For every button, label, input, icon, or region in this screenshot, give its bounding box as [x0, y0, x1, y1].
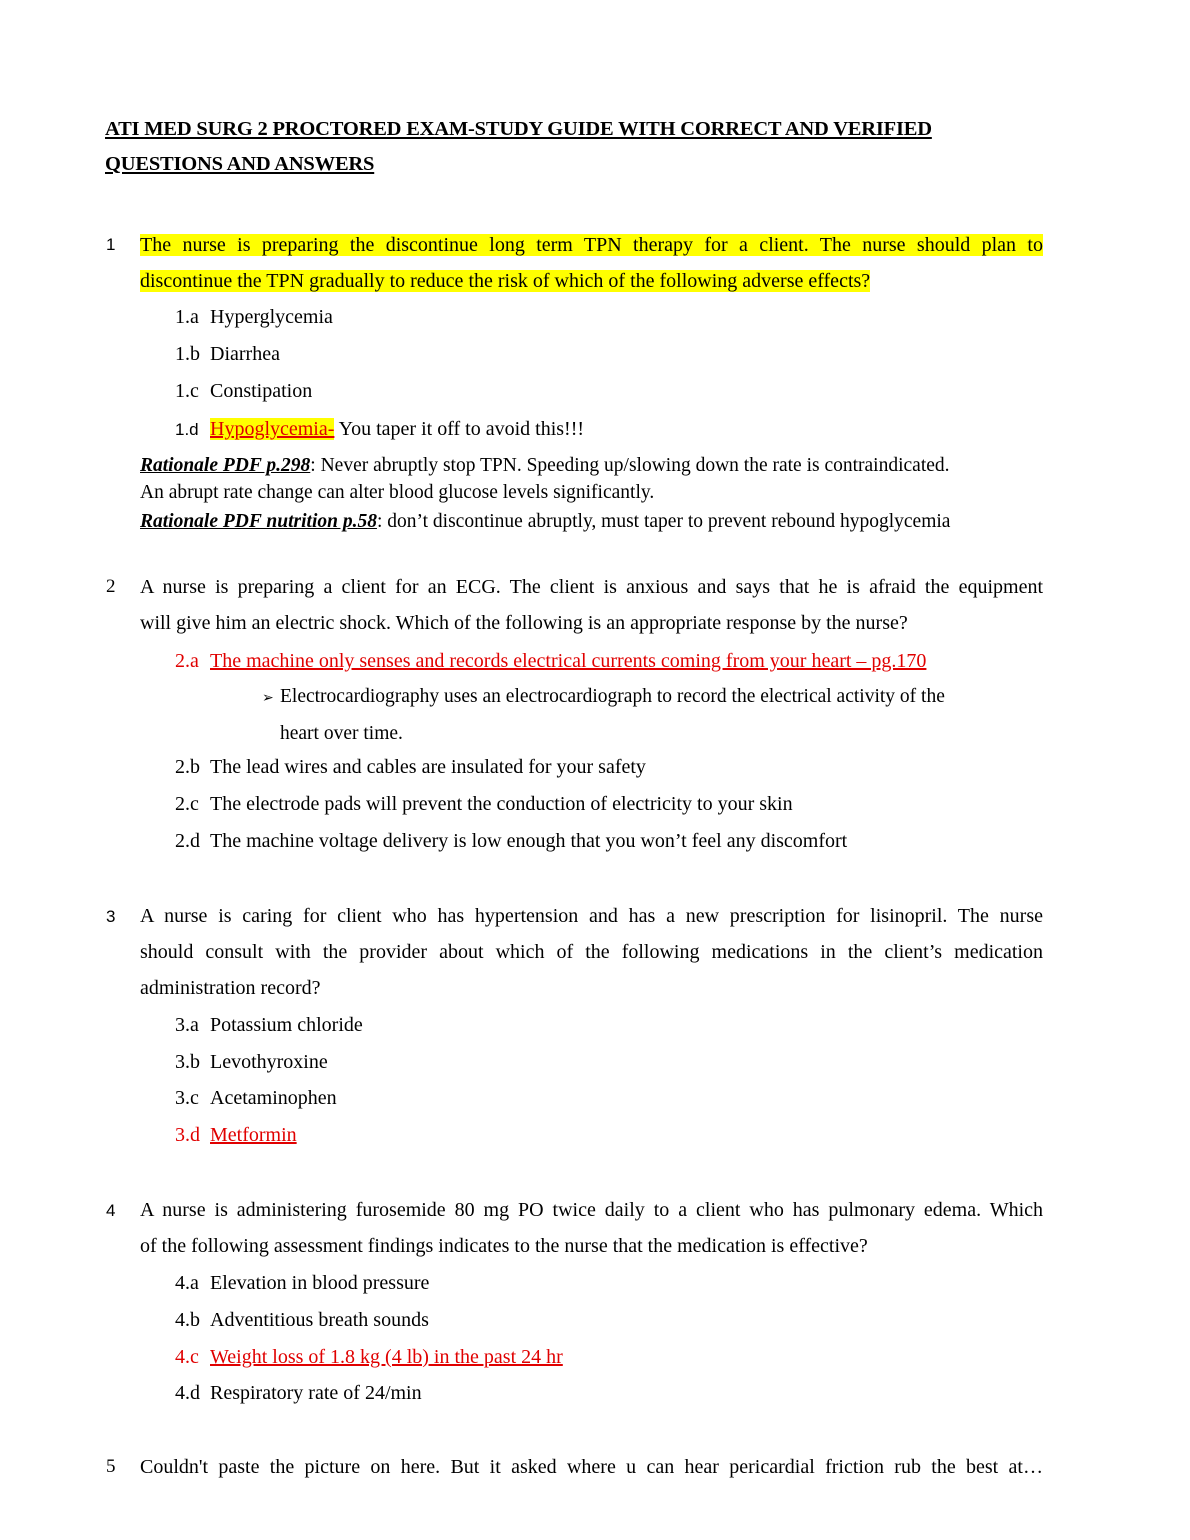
option-label: 1.c [175, 380, 199, 402]
option-text: Adventitious breath sounds [210, 1309, 429, 1331]
question-5-line-1: Couldn't paste the picture on here. But it asked where u can hear pericardial friction rub the best at… [140, 1456, 1043, 1478]
question-2-text [140, 569, 1043, 641]
option-label: 3.d [175, 1124, 200, 1146]
bullet-line-1: Electrocardiography uses an electrocardiograph to record the electrical activity of the [280, 686, 945, 707]
question-1-number: 1 [106, 235, 116, 254]
option-text: Hyperglycemia [210, 306, 333, 328]
rationale-text: : Never abruptly stop TPN. Speeding up/slowing down the rate is contraindicated. [310, 455, 950, 476]
correct-answer-text: The machine only senses and records electrical currents coming from your heart – pg.170 [210, 650, 927, 672]
rationale-label: Rationale PDF nutrition p.58 [140, 511, 377, 532]
rationale-label: Rationale PDF p.298 [140, 455, 311, 476]
option-1a [175, 306, 333, 329]
question-1-line-2: discontinue the TPN gradually to reduce the risk of which of the following adverse effects? [140, 270, 871, 292]
option-text: The machine voltage delivery is low enough that you won’t feel any discomfort [210, 830, 848, 852]
option-label: 3.b [175, 1051, 200, 1073]
option-label: 4.c [175, 1346, 199, 1368]
rationale-text: An abrupt rate change can alter blood glucose levels significantly. [140, 482, 655, 503]
question-3-line-1: A nurse is caring for client who has hypertension and has a new prescription for lisinopril. The nurse [140, 905, 1043, 927]
rationale-2 [140, 511, 950, 533]
option-text: Respiratory rate of 24/min [210, 1382, 422, 1404]
option-2b [175, 756, 646, 779]
option-3a [175, 1014, 363, 1037]
document-title [105, 112, 1065, 182]
question-4-number: 4 [106, 1201, 116, 1220]
correct-answer-text: Hypoglycemia- [210, 418, 335, 440]
option-4d [175, 1382, 422, 1405]
option-3c [175, 1087, 337, 1110]
question-5-number: 5 [106, 1456, 116, 1477]
option-3b [175, 1051, 328, 1074]
correct-answer-text: Weight loss of 1.8 kg (4 lb) in the past 24 hr [210, 1346, 563, 1368]
option-text: Levothyroxine [210, 1051, 328, 1073]
question-3-text [140, 898, 1043, 1006]
correct-answer-text: Metformin [210, 1124, 297, 1146]
question-4-line-1: A nurse is administering furosemide 80 mg PO twice daily to a client who has pulmonary edema. Which [140, 1199, 1043, 1221]
option-4b [175, 1309, 429, 1332]
option-1c [175, 380, 312, 403]
option-label: 4.a [175, 1272, 199, 1294]
option-4a [175, 1272, 429, 1295]
option-4c-correct [175, 1346, 563, 1369]
rationale-1-continued [140, 482, 654, 504]
option-label: 4.b [175, 1309, 200, 1331]
explanation-bullet [262, 679, 1022, 751]
option-text: Acetaminophen [210, 1087, 337, 1109]
option-label: 4.d [175, 1382, 200, 1404]
title-line-1: ATI MED SURG 2 PROCTORED EXAM-STUDY GUIDE WITH CORRECT AND VERIFIED [105, 118, 932, 140]
question-2-line-1: A nurse is preparing a client for an ECG. The client is anxious and says that he is afraid the equipment [140, 576, 1043, 598]
bullet-line-2: heart over time. [280, 723, 403, 744]
option-text: Potassium chloride [210, 1014, 363, 1036]
rationale-1 [140, 455, 950, 477]
question-3-line-3: administration record? [140, 977, 321, 999]
option-text: The electrode pads will prevent the conduction of electricity to your skin [210, 793, 793, 815]
option-label: 1.b [175, 343, 200, 365]
question-2-number: 2 [106, 576, 116, 597]
answer-note: You taper it off to avoid this!!! [334, 418, 585, 440]
question-3-number: 3 [106, 907, 116, 926]
option-1b [175, 343, 280, 366]
option-1d-correct [175, 418, 584, 441]
option-text: Elevation in blood pressure [210, 1272, 430, 1294]
rationale-text: : don’t discontinue abruptly, must taper to prevent rebound hypoglycemia [376, 511, 951, 532]
option-label: 1.d [175, 420, 199, 439]
question-4-text [140, 1192, 1043, 1264]
option-text: The lead wires and cables are insulated for your safety [210, 756, 646, 778]
option-label: 3.a [175, 1014, 199, 1036]
question-3-line-2: should consult with the provider about which of the following medications in the client’s medication [140, 941, 1043, 963]
option-label: 2.b [175, 756, 200, 778]
title-line-2: QUESTIONS AND ANSWERS [105, 153, 375, 175]
question-4-line-2: of the following assessment findings indicates to the nurse that the medication is effective? [140, 1235, 868, 1257]
question-1-line-1: The nurse is preparing the discontinue long term TPN therapy for a client. The nurse should plan to [140, 234, 1043, 256]
option-2c [175, 793, 793, 816]
option-label: 2.d [175, 830, 200, 852]
option-label: 2.a [175, 650, 199, 672]
option-label: 2.c [175, 793, 199, 815]
option-text: Diarrhea [210, 343, 280, 365]
option-text: Constipation [210, 380, 313, 402]
option-2a-correct [175, 650, 926, 673]
arrow-bullet-icon: ➢ [262, 690, 274, 706]
option-label: 1.a [175, 306, 199, 328]
question-1-text [140, 227, 1043, 299]
option-2d [175, 830, 847, 853]
question-2-line-2: will give him an electric shock. Which of the following is an appropriate response by the nurse? [140, 612, 908, 634]
question-5-text [140, 1449, 1043, 1485]
option-label: 3.c [175, 1087, 199, 1109]
option-3d-correct [175, 1124, 297, 1147]
